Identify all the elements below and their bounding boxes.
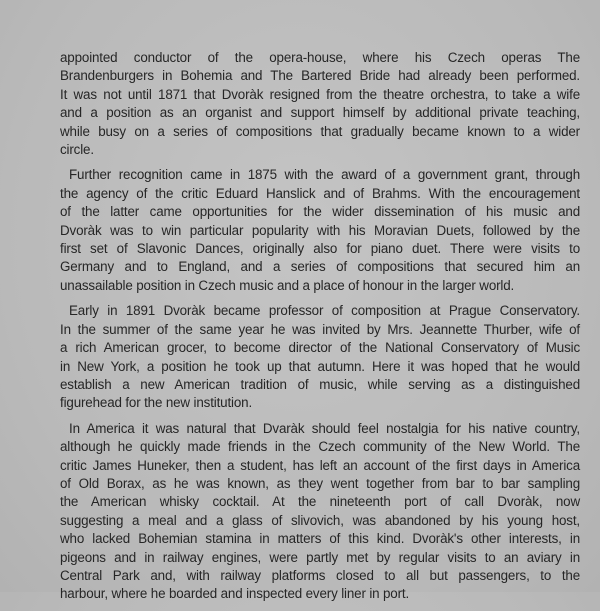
text-line: Early in 1891 Dvoràk became professor of composition at Prague Conservatory. — [69, 303, 580, 319]
text-line: first set of Slavonic Dances, originally also for piano duet. There were visits to — [60, 241, 580, 257]
text-line: while busy on a series of compositions that gradually became known to a wider — [60, 123, 580, 139]
text-line: and a position as an organist and support himself by additional private teaching, — [60, 105, 580, 121]
text-line: the agency of the critic Eduard Hanslick and of Brahms. With the encouragement — [60, 185, 580, 201]
text-line: figurehead for the new institution. — [60, 395, 253, 411]
text-line: Dvoràk was to win particular popularity with his Moravian Duets, followed by the — [60, 222, 580, 238]
text-line: in New York, a position he took up that autumn. Here it was hoped that he would — [60, 358, 580, 374]
paragraph-4 — [60, 420, 580, 604]
text-line: of Old Borax, as he was known, as they went together from bar to bar sampling — [60, 475, 580, 491]
text-line: the American whisky cocktail. At the nineteenth port of call Dvoràk, now — [60, 494, 580, 510]
paragraph-3 — [60, 302, 580, 412]
text-line: In the summer of the same year he was invited by Mrs. Jeannette Thurber, wife of — [60, 321, 580, 337]
text-line: although he quickly made friends in the Czech community of the New World. The — [60, 439, 580, 455]
text-line: In America it was natural that Dvaràk should feel nostalgia for his native country, — [69, 420, 580, 436]
text-line: who lacked Bohemian stamina in matters of this kind. Dvoràk's other interests, in — [60, 531, 580, 547]
text-line: It was not until 1871 that Dvoràk resigned from the theatre orchestra, to take a wife — [60, 86, 580, 102]
text-line: unassailable position in Czech music and a place of honour in the larger world. — [60, 277, 515, 293]
text-line: critic James Huneker, then a student, has left an account of the first days in America — [60, 457, 580, 473]
body-text — [60, 49, 580, 611]
text-line: circle. — [60, 142, 94, 158]
text-line: Central Park and, with railway platforms closed to all but passengers, to the — [60, 567, 580, 583]
text-line: Germany and to England, and a series of compositions that secured him an — [60, 259, 580, 275]
text-line: suggesting a meal and a glass of slivovich, was abandoned by his young host, — [60, 512, 580, 528]
paragraph-1 — [60, 49, 580, 159]
text-line: harbour, where he boarded and inspected every liner in port. — [60, 586, 410, 602]
text-line: appointed conductor of the opera-house, where his Czech operas The — [60, 50, 580, 65]
text-line: Further recognition came in 1875 with the award of a government grant, through — [69, 167, 580, 183]
paragraph-2 — [60, 166, 580, 295]
text-line: Brandenburgers in Bohemia and The Bartered Bride had already been performed. — [60, 68, 580, 84]
text-line: a rich American grocer, to become director of the National Conservatory of Music — [60, 340, 580, 356]
text-line: establish a new American tradition of music, while serving as a distinguished — [60, 376, 580, 392]
text-line: of the latter came opportunities for the wider dissemination of his music and — [60, 204, 580, 220]
text-line: pigeons and in railway engines, were partly met by regular visits to an aviary in — [60, 549, 580, 565]
